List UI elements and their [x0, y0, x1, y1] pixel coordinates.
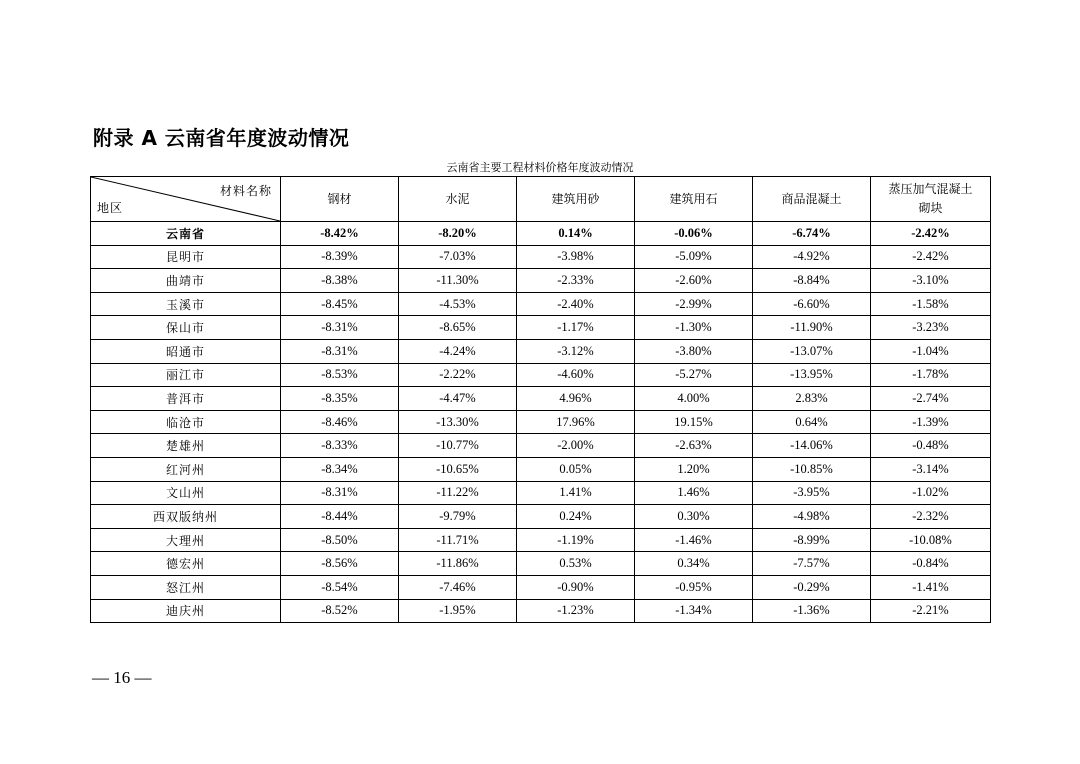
value-cell: -8.31%: [281, 316, 399, 340]
value-cell: -0.90%: [517, 575, 635, 599]
value-cell: -8.45%: [281, 292, 399, 316]
value-cell: -13.30%: [399, 410, 517, 434]
column-header: 水泥: [399, 177, 517, 222]
region-cell: 楚雄州: [91, 434, 281, 458]
value-cell: -1.78%: [871, 363, 991, 387]
value-cell: -8.53%: [281, 363, 399, 387]
value-cell: -2.42%: [871, 245, 991, 269]
page-number: — 16 —: [92, 668, 152, 687]
table-caption: 云南省主要工程材料价格年度波动情况: [446, 161, 634, 174]
table-row: [91, 434, 991, 458]
value-cell: -11.86%: [399, 552, 517, 576]
value-cell: -11.71%: [399, 528, 517, 552]
table-row: [91, 363, 991, 387]
value-cell: -2.00%: [517, 434, 635, 458]
value-cell: -11.90%: [753, 316, 871, 340]
table-row: [91, 339, 991, 363]
value-cell: -1.41%: [871, 575, 991, 599]
value-cell: 4.96%: [517, 387, 635, 411]
corner-header-cell: [91, 177, 281, 222]
region-cell: 西双版纳州: [91, 505, 281, 529]
value-cell: -2.33%: [517, 269, 635, 293]
region-cell: 昆明市: [91, 245, 281, 269]
column-header: 建筑用石: [635, 177, 753, 222]
value-cell: -2.60%: [635, 269, 753, 293]
value-cell: -8.50%: [281, 528, 399, 552]
value-cell: -4.98%: [753, 505, 871, 529]
value-cell: -1.34%: [635, 599, 753, 623]
value-cell: -1.95%: [399, 599, 517, 623]
table-row: [91, 387, 991, 411]
value-cell: -8.33%: [281, 434, 399, 458]
region-cell: 怒江州: [91, 575, 281, 599]
value-cell: 2.83%: [753, 387, 871, 411]
value-cell: 19.15%: [635, 410, 753, 434]
value-cell: -1.36%: [753, 599, 871, 623]
value-cell: -1.23%: [517, 599, 635, 623]
value-cell: -0.48%: [871, 434, 991, 458]
value-cell: -7.03%: [399, 245, 517, 269]
value-cell: -2.40%: [517, 292, 635, 316]
value-cell: -1.30%: [635, 316, 753, 340]
value-cell: -8.99%: [753, 528, 871, 552]
value-cell: 1.20%: [635, 457, 753, 481]
value-cell: -11.30%: [399, 269, 517, 293]
value-cell: -1.04%: [871, 339, 991, 363]
value-cell: -2.74%: [871, 387, 991, 411]
value-cell: -2.63%: [635, 434, 753, 458]
value-cell: -2.99%: [635, 292, 753, 316]
value-cell: -1.19%: [517, 528, 635, 552]
column-header: 蒸压加气混凝土 砌块: [871, 177, 991, 222]
value-cell: 4.00%: [635, 387, 753, 411]
table-header-row: [91, 177, 991, 222]
region-cell: 丽江市: [91, 363, 281, 387]
region-cell: 大理州: [91, 528, 281, 552]
value-cell: -8.35%: [281, 387, 399, 411]
region-cell: 云南省: [91, 222, 281, 246]
value-cell: -3.80%: [635, 339, 753, 363]
value-cell: -4.60%: [517, 363, 635, 387]
value-cell: -8.34%: [281, 457, 399, 481]
value-cell: -2.22%: [399, 363, 517, 387]
value-cell: 0.30%: [635, 505, 753, 529]
value-cell: -6.74%: [753, 222, 871, 246]
value-cell: 0.64%: [753, 410, 871, 434]
value-cell: -1.02%: [871, 481, 991, 505]
value-cell: -0.95%: [635, 575, 753, 599]
value-cell: -11.22%: [399, 481, 517, 505]
value-cell: -6.60%: [753, 292, 871, 316]
value-cell: -3.98%: [517, 245, 635, 269]
table-row: [91, 505, 991, 529]
value-cell: -3.14%: [871, 457, 991, 481]
value-cell: -8.38%: [281, 269, 399, 293]
value-cell: -4.24%: [399, 339, 517, 363]
value-cell: -10.65%: [399, 457, 517, 481]
value-cell: -0.06%: [635, 222, 753, 246]
value-cell: -8.54%: [281, 575, 399, 599]
value-cell: -8.42%: [281, 222, 399, 246]
value-cell: -8.56%: [281, 552, 399, 576]
value-cell: 0.34%: [635, 552, 753, 576]
value-cell: 0.05%: [517, 457, 635, 481]
region-cell: 普洱市: [91, 387, 281, 411]
value-cell: -3.23%: [871, 316, 991, 340]
column-header: 钢材: [281, 177, 399, 222]
value-cell: -8.39%: [281, 245, 399, 269]
value-cell: -13.95%: [753, 363, 871, 387]
value-cell: -2.21%: [871, 599, 991, 623]
corner-label-region: 地区: [97, 201, 124, 215]
region-cell: 德宏州: [91, 552, 281, 576]
value-cell: -4.47%: [399, 387, 517, 411]
appendix-heading: 附录 A 云南省年度波动情况: [93, 126, 350, 150]
value-cell: -7.46%: [399, 575, 517, 599]
value-cell: -5.27%: [635, 363, 753, 387]
value-cell: -8.65%: [399, 316, 517, 340]
value-cell: -3.12%: [517, 339, 635, 363]
value-cell: -4.53%: [399, 292, 517, 316]
table-row: [91, 222, 991, 246]
value-cell: 0.24%: [517, 505, 635, 529]
value-cell: -10.85%: [753, 457, 871, 481]
value-cell: -14.06%: [753, 434, 871, 458]
region-cell: 红河州: [91, 457, 281, 481]
table-row: [91, 316, 991, 340]
value-cell: -1.58%: [871, 292, 991, 316]
table-row: [91, 528, 991, 552]
column-header: 建筑用砂: [517, 177, 635, 222]
value-cell: -1.39%: [871, 410, 991, 434]
table-row: [91, 410, 991, 434]
value-cell: 0.14%: [517, 222, 635, 246]
region-cell: 保山市: [91, 316, 281, 340]
value-cell: -1.17%: [517, 316, 635, 340]
value-cell: 1.46%: [635, 481, 753, 505]
table-row: [91, 292, 991, 316]
value-cell: -8.52%: [281, 599, 399, 623]
value-cell: -0.84%: [871, 552, 991, 576]
table-row: [91, 599, 991, 623]
region-cell: 玉溪市: [91, 292, 281, 316]
value-cell: -7.57%: [753, 552, 871, 576]
value-cell: -8.44%: [281, 505, 399, 529]
value-cell: 17.96%: [517, 410, 635, 434]
value-cell: -8.31%: [281, 339, 399, 363]
region-cell: 文山州: [91, 481, 281, 505]
table-row: [91, 245, 991, 269]
value-cell: -8.84%: [753, 269, 871, 293]
value-cell: -5.09%: [635, 245, 753, 269]
table-row: [91, 269, 991, 293]
value-cell: 1.41%: [517, 481, 635, 505]
value-cell: -3.10%: [871, 269, 991, 293]
value-cell: -4.92%: [753, 245, 871, 269]
column-header: 商品混凝土: [753, 177, 871, 222]
value-cell: -8.20%: [399, 222, 517, 246]
value-cell: -9.79%: [399, 505, 517, 529]
price-fluctuation-table: [90, 176, 991, 623]
value-cell: -10.08%: [871, 528, 991, 552]
region-cell: 曲靖市: [91, 269, 281, 293]
value-cell: -10.77%: [399, 434, 517, 458]
table-row: [91, 552, 991, 576]
value-cell: -8.46%: [281, 410, 399, 434]
value-cell: -0.29%: [753, 575, 871, 599]
table-row: [91, 575, 991, 599]
value-cell: -1.46%: [635, 528, 753, 552]
table-row: [91, 457, 991, 481]
value-cell: 0.53%: [517, 552, 635, 576]
region-cell: 临沧市: [91, 410, 281, 434]
value-cell: -8.31%: [281, 481, 399, 505]
region-cell: 昭通市: [91, 339, 281, 363]
value-cell: -2.32%: [871, 505, 991, 529]
corner-label-material: 材料名称: [219, 184, 272, 198]
value-cell: -13.07%: [753, 339, 871, 363]
value-cell: -3.95%: [753, 481, 871, 505]
value-cell: -2.42%: [871, 222, 991, 246]
region-cell: 迪庆州: [91, 599, 281, 623]
table-row: [91, 481, 991, 505]
